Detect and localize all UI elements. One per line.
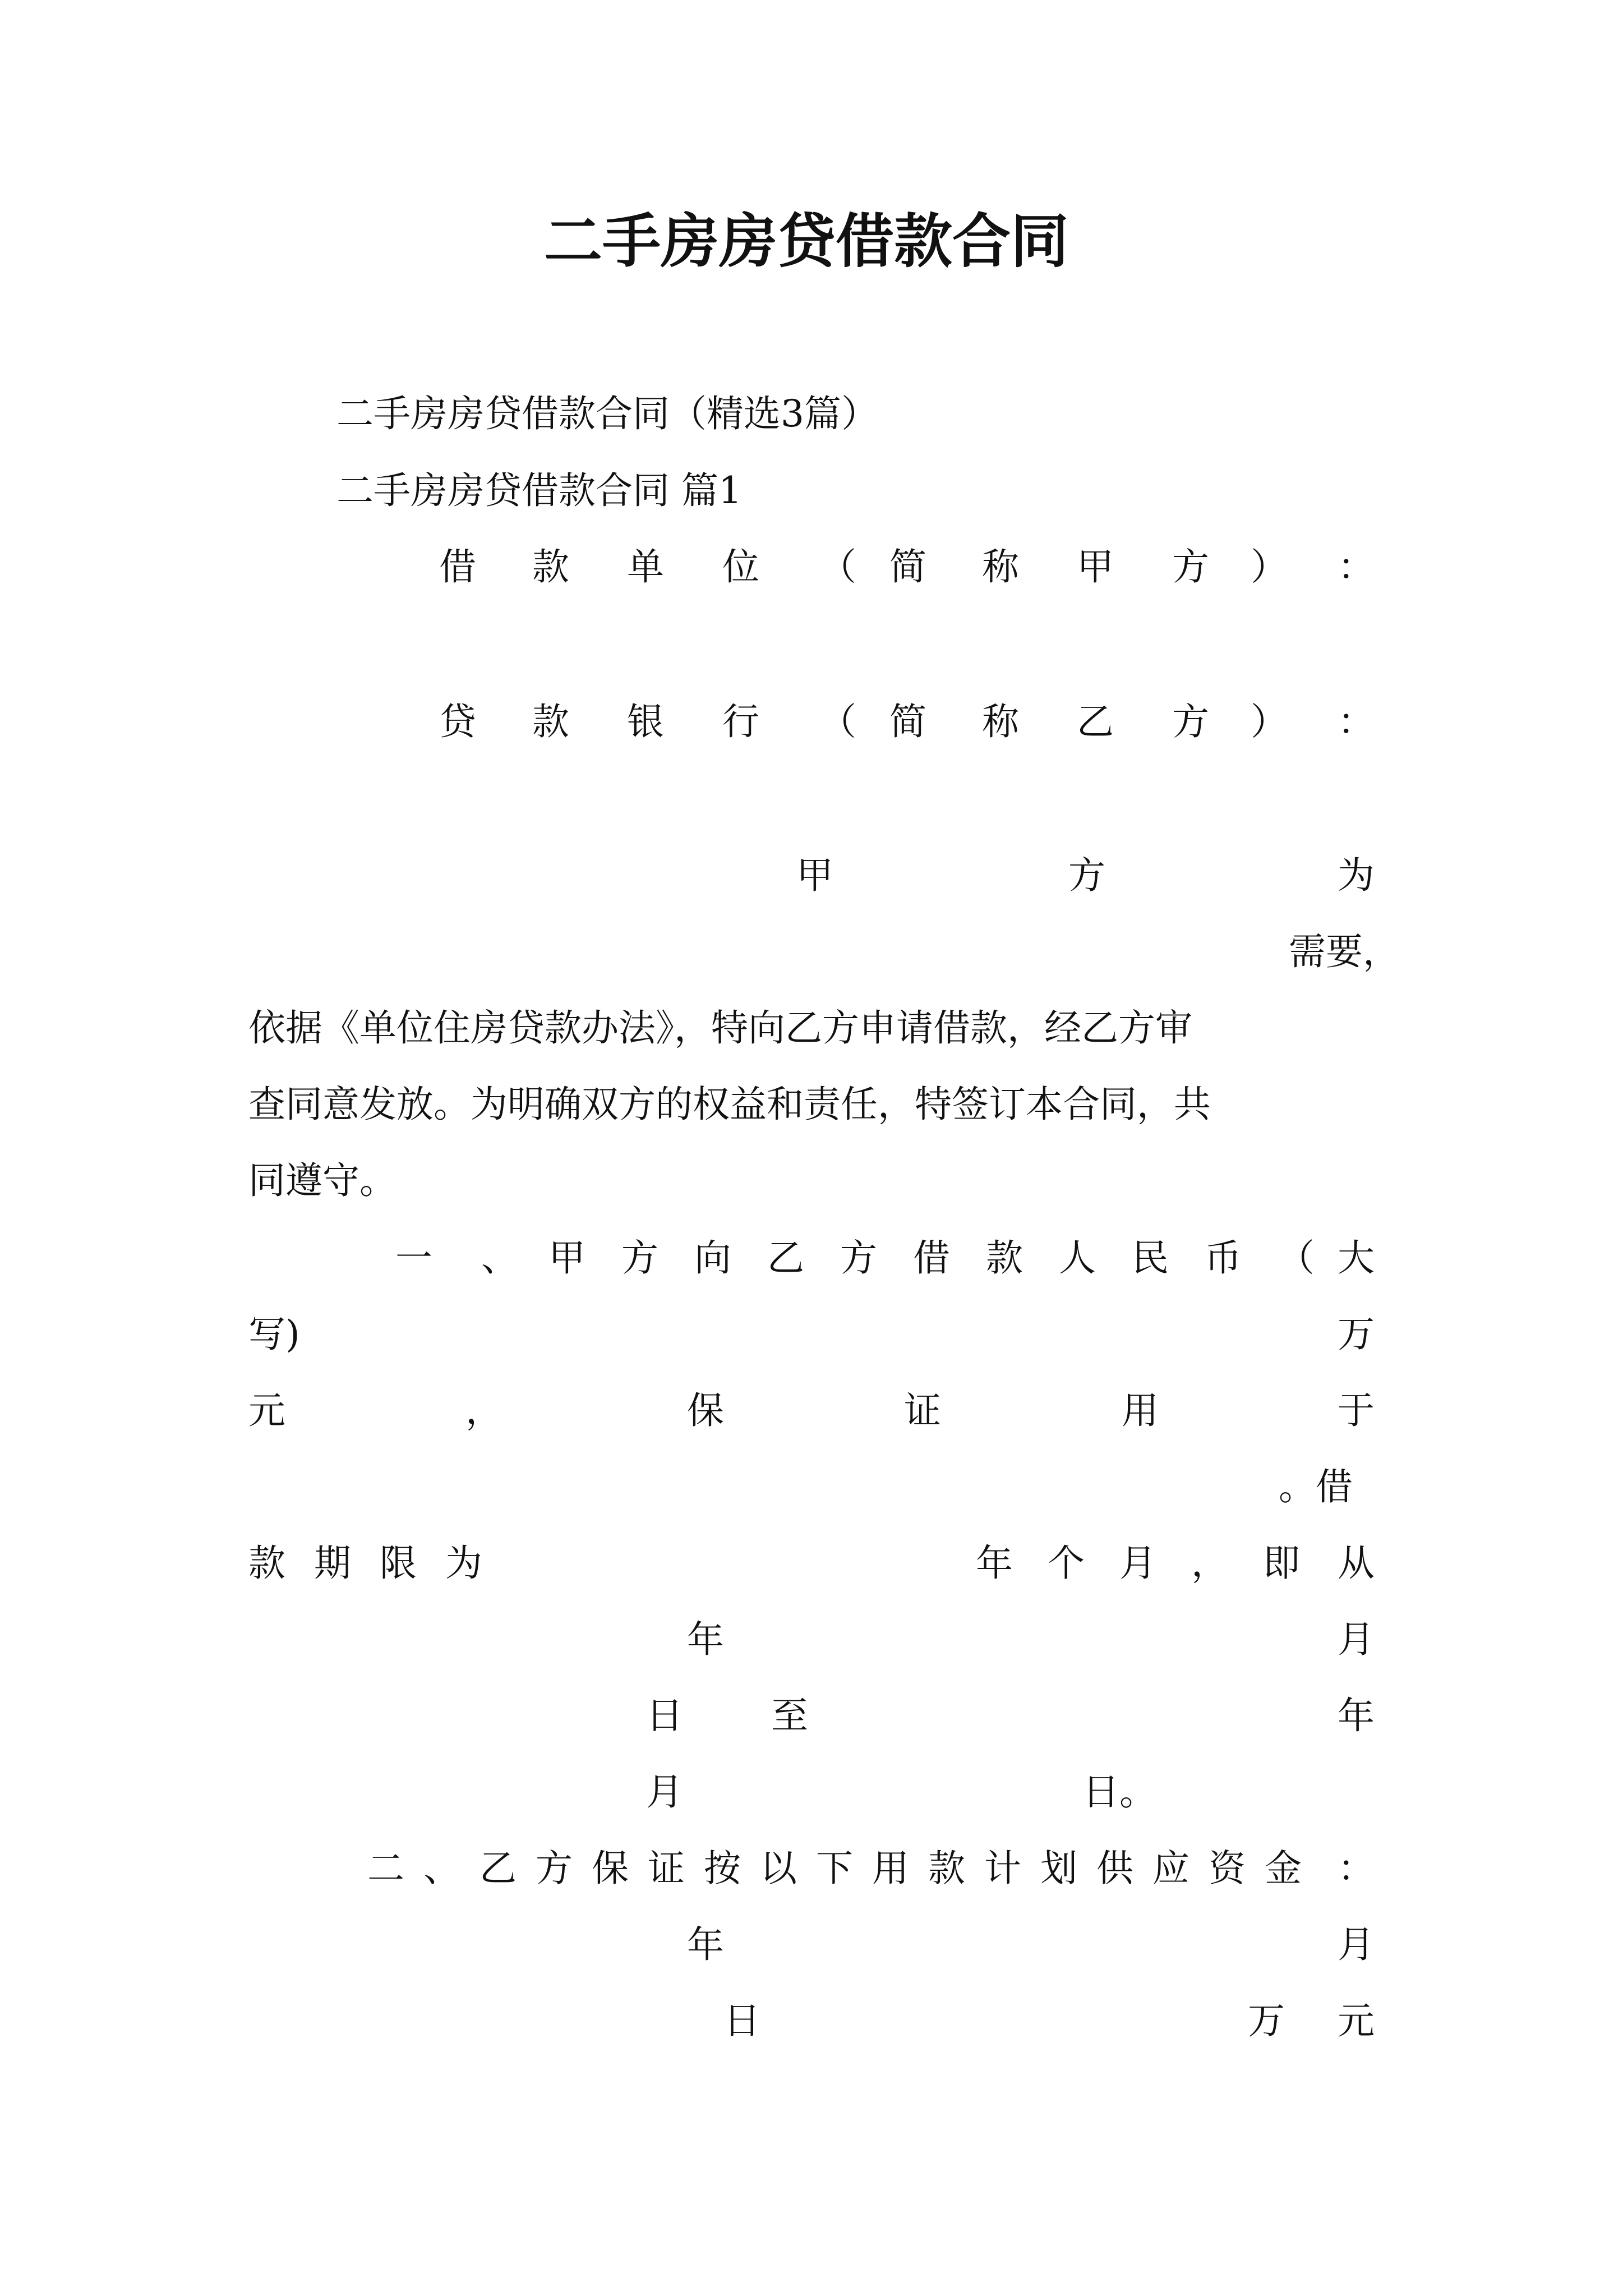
clause-1-char: （: [1278, 1236, 1315, 1280]
clause-1-char: 、: [481, 1236, 518, 1280]
clause-1-row-4: 。借: [1279, 1465, 1353, 1508]
party-b-char: 方: [1172, 700, 1209, 743]
clause-1-char: 款: [986, 1236, 1023, 1280]
document-title: 二手房房贷借款合同: [544, 207, 1069, 275]
party-a-char: ）: [1251, 545, 1288, 588]
clause-2-word: 万: [1248, 1999, 1285, 2042]
clause-1-word: 日: [646, 1694, 683, 1737]
clause-1-word: 为: [445, 1542, 482, 1585]
party-a-char: 甲: [1077, 545, 1114, 588]
clause-1-char: 借: [913, 1236, 950, 1280]
clause-2-char: 用: [872, 1847, 909, 1890]
party-b-char: 贷: [439, 700, 476, 743]
intro-need: 需要，: [1289, 930, 1400, 973]
clause-1-word: 款: [248, 1542, 285, 1585]
clause-2-char: 按: [704, 1847, 741, 1890]
clause-1-char: 人: [1059, 1236, 1096, 1280]
clause-1-word: 月: [1338, 1618, 1375, 1661]
clause-2-word: 日: [723, 1999, 760, 2042]
section-heading: 二手房房贷借款合同 篇1: [336, 469, 742, 512]
clause-1-word: 日。: [1082, 1770, 1156, 1814]
party-a-char: 方: [1172, 545, 1209, 588]
clause-2-char: 应: [1152, 1847, 1189, 1890]
intro-word: 方: [1068, 854, 1105, 897]
clause-2-char: 方: [536, 1847, 573, 1890]
clause-2-char: 乙: [479, 1847, 517, 1890]
clause-1-char: 大: [1338, 1236, 1375, 1280]
clause-1-word: 用: [1122, 1389, 1159, 1432]
clause-1-char: 方: [840, 1236, 877, 1280]
party-b-char: 银: [627, 700, 664, 743]
party-a-char: 位: [722, 545, 759, 588]
intro-line-1: 依据《单位住房贷款办法》，特向乙方申请借款，经乙方审: [248, 1006, 1192, 1050]
clause-2-word: 年: [687, 1923, 724, 1966]
clause-1-word: ，: [465, 1389, 502, 1432]
party-b-char: （: [819, 700, 856, 743]
party-b-char: 行: [722, 700, 759, 743]
clause-1-word: 保: [687, 1389, 724, 1432]
clause-2-char: 款: [928, 1847, 965, 1890]
clause-2-word: 元: [1338, 1999, 1375, 2042]
clause-1-word: 年: [976, 1542, 1013, 1585]
clause-1-word: 期: [314, 1542, 351, 1585]
clause-1-row-2-left: 写): [248, 1313, 300, 1356]
clause-1-char: 民: [1132, 1236, 1169, 1280]
clause-1-word: 年: [1338, 1694, 1375, 1737]
clause-2-char: ：: [1338, 1847, 1375, 1890]
clause-2-char: 证: [648, 1847, 685, 1890]
clause-2-char: 金: [1265, 1847, 1302, 1890]
clause-2-char: 下: [816, 1847, 853, 1890]
party-b-char: ：: [1338, 700, 1375, 743]
party-b-char: 称: [982, 700, 1019, 743]
clause-1-char: 甲: [548, 1236, 585, 1280]
party-b-char: 款: [532, 700, 569, 743]
clause-2-word: 月: [1338, 1923, 1375, 1966]
party-b-char: 乙: [1077, 700, 1114, 743]
party-a-char: （: [819, 545, 856, 588]
clause-1-char: 方: [621, 1236, 658, 1280]
clause-1-word: 个: [1048, 1542, 1085, 1585]
clause-1-word: 月: [1119, 1542, 1156, 1585]
clause-1-word: 即: [1263, 1542, 1300, 1585]
clause-1-word: 从: [1338, 1542, 1375, 1585]
clause-1-row-2-right: 万: [1338, 1313, 1375, 1356]
party-a-char: 借: [439, 545, 476, 588]
clause-1-char: 一: [395, 1236, 432, 1280]
clause-2-char: 、: [423, 1847, 460, 1890]
clause-1-word: ，: [1191, 1542, 1228, 1585]
intro-word: 甲: [796, 854, 833, 897]
party-a-char: 称: [982, 545, 1019, 588]
clause-2-char: 划: [1040, 1847, 1077, 1890]
party-b-char: ）: [1251, 700, 1288, 743]
clause-1-word: 至: [771, 1694, 808, 1737]
intro-word: 为: [1338, 854, 1375, 897]
party-b-char: 简: [889, 700, 926, 743]
clause-1-char: 币: [1205, 1236, 1242, 1280]
document-subtitle: 二手房房贷借款合同（精选3篇）: [336, 392, 878, 435]
clause-1-char: 向: [694, 1236, 731, 1280]
clause-2-char: 以: [760, 1847, 797, 1890]
clause-1-word: 限: [380, 1542, 417, 1585]
clause-2-char: 供: [1096, 1847, 1133, 1890]
clause-2-char: 保: [592, 1847, 629, 1890]
clause-1-word: 元: [248, 1389, 285, 1432]
party-a-char: 款: [532, 545, 569, 588]
party-a-char: 简: [889, 545, 926, 588]
intro-line-3: 同遵守。: [248, 1159, 396, 1202]
clause-2-char: 计: [984, 1847, 1021, 1890]
clause-1-word: 年: [687, 1618, 724, 1661]
party-a-char: ：: [1338, 545, 1375, 588]
clause-1-word: 证: [904, 1389, 941, 1432]
clause-1-word: 月: [646, 1770, 683, 1814]
clause-2-char: 二: [367, 1847, 404, 1890]
clause-1-char: 乙: [767, 1236, 804, 1280]
clause-1-word: 于: [1338, 1389, 1375, 1432]
clause-2-char: 资: [1209, 1847, 1246, 1890]
intro-line-2: 查同意发放。为明确双方的权益和责任，特签订本合同，共: [248, 1083, 1211, 1126]
party-a-char: 单: [627, 545, 664, 588]
